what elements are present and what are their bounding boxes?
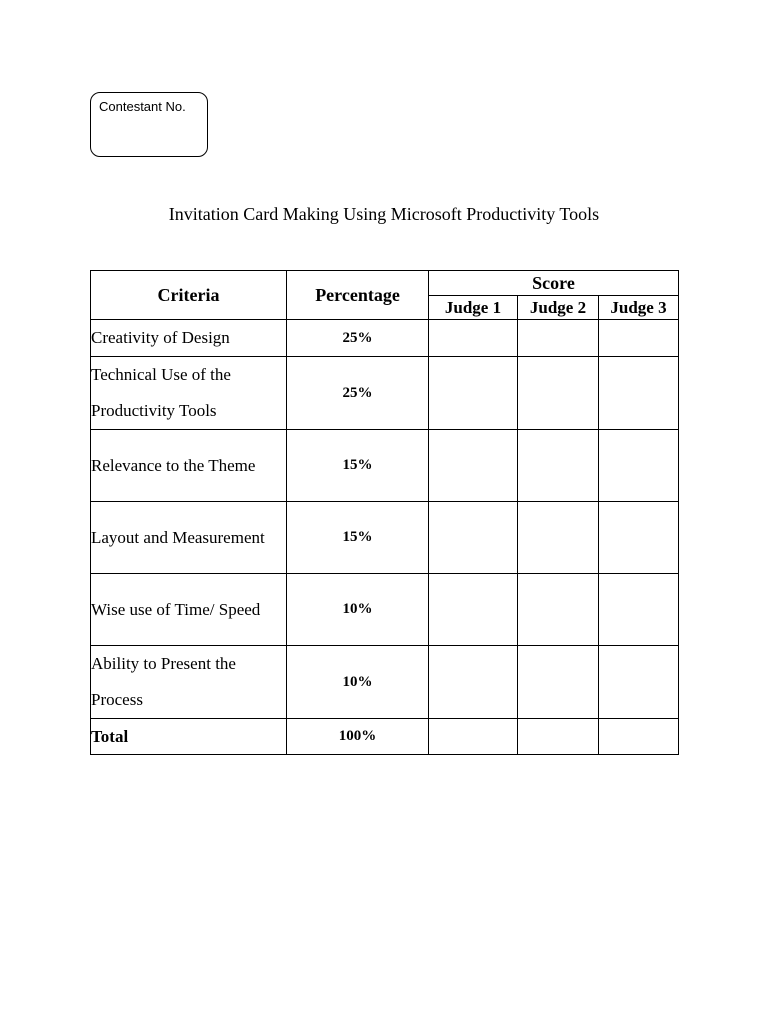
header-criteria: Criteria: [91, 271, 287, 320]
criterion-cell: [91, 357, 287, 430]
total-score-judge-2[interactable]: [518, 719, 599, 755]
score-cell-judge-1[interactable]: [429, 320, 518, 357]
total-label: Total: [91, 719, 287, 755]
table-row: [91, 357, 679, 430]
header-judge-1: Judge 1: [429, 296, 518, 320]
score-cell-judge-2[interactable]: [518, 357, 599, 430]
table-row: [91, 430, 679, 502]
percentage-cell: 15%: [287, 430, 429, 502]
score-cell-judge-2[interactable]: [518, 320, 599, 357]
score-cell-judge-3[interactable]: [599, 646, 679, 719]
criterion-label: Technical Use of the Productivity Tools: [91, 365, 231, 420]
criterion-cell: [91, 574, 287, 646]
score-cell-judge-1[interactable]: [429, 502, 518, 574]
criterion-cell: [91, 646, 287, 719]
score-cell-judge-2[interactable]: [518, 574, 599, 646]
score-cell-judge-2[interactable]: [518, 502, 599, 574]
percentage-cell: 15%: [287, 502, 429, 574]
percentage-cell: 25%: [287, 357, 429, 430]
document-title: Invitation Card Making Using Microsoft Productivity Tools: [168, 204, 600, 224]
score-cell-judge-3[interactable]: [599, 502, 679, 574]
criterion-label: Wise use of Time/ Speed: [91, 599, 261, 619]
criterion-label: Creativity of Design: [91, 328, 230, 347]
percentage-cell: 25%: [287, 320, 429, 357]
score-cell-judge-2[interactable]: [518, 646, 599, 719]
score-cell-judge-1[interactable]: [429, 574, 518, 646]
header-score: Score: [429, 271, 679, 296]
total-percentage: 100%: [287, 719, 429, 755]
rubric-table: [90, 270, 679, 755]
contestant-number-label: Contestant No.: [99, 99, 186, 114]
table-row: [91, 574, 679, 646]
header-percentage: Percentage: [287, 271, 429, 320]
header-judge-3: Judge 3: [599, 296, 679, 320]
table-row: [91, 320, 679, 357]
total-score-judge-1[interactable]: [429, 719, 518, 755]
contestant-number-box: [90, 92, 208, 157]
score-cell-judge-3[interactable]: [599, 357, 679, 430]
total-row: [91, 719, 679, 755]
score-cell-judge-3[interactable]: [599, 320, 679, 357]
criterion-cell: [91, 430, 287, 502]
percentage-cell: 10%: [287, 646, 429, 719]
criterion-label: Relevance to the Theme: [91, 455, 256, 475]
score-cell-judge-2[interactable]: [518, 430, 599, 502]
criterion-cell: [91, 502, 287, 574]
total-score-judge-3[interactable]: [599, 719, 679, 755]
table-row: [91, 646, 679, 719]
score-cell-judge-3[interactable]: [599, 430, 679, 502]
criterion-label: Ability to Present the Process: [91, 654, 236, 709]
score-cell-judge-1[interactable]: [429, 357, 518, 430]
criterion-cell: [91, 320, 287, 357]
score-cell-judge-1[interactable]: [429, 646, 518, 719]
score-cell-judge-1[interactable]: [429, 430, 518, 502]
header-judge-2: Judge 2: [518, 296, 599, 320]
table-row: [91, 502, 679, 574]
percentage-cell: 10%: [287, 574, 429, 646]
score-cell-judge-3[interactable]: [599, 574, 679, 646]
criterion-label: Layout and Measurement: [91, 527, 265, 547]
